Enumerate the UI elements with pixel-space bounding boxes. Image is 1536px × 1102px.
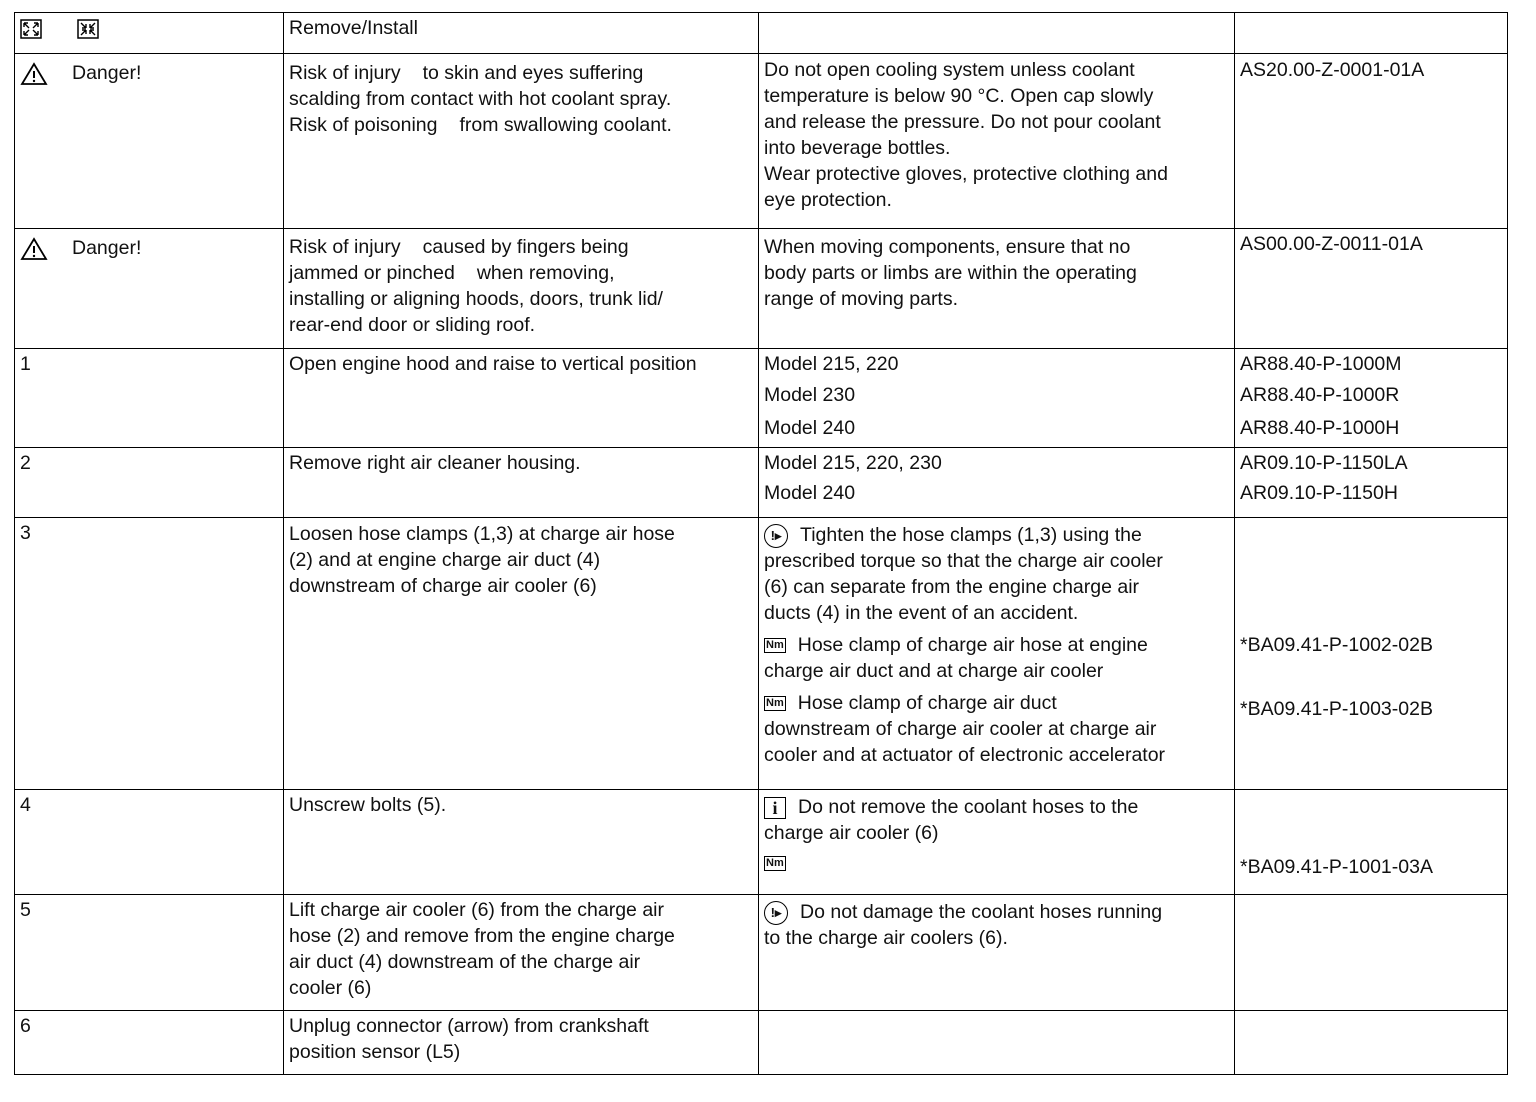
danger-desc-cell — [284, 229, 759, 349]
step-number: 1 — [15, 349, 284, 448]
step-desc-cell — [284, 1011, 759, 1075]
note-text: to the charge air coolers (6). — [764, 927, 1008, 949]
note-text: temperature is below 90 °C. Open cap slowly — [764, 85, 1154, 107]
danger-row-1 — [15, 54, 1508, 229]
note-text: prescribed torque so that the charge air cooler — [764, 550, 1163, 572]
header-title: Remove/Install — [284, 13, 759, 54]
document-reference[interactable]: AS00.00-Z-0011-01A — [1240, 233, 1423, 255]
document-reference[interactable]: AR09.10-P-1150H — [1240, 482, 1398, 504]
step-row-3 — [15, 518, 1508, 790]
danger-label-cell — [15, 229, 284, 349]
step-desc-cell — [284, 790, 759, 895]
step-number: 3 — [15, 518, 284, 790]
desc-text: cooler (6) — [289, 977, 372, 999]
desc-text: position sensor (L5) — [289, 1041, 461, 1063]
step-number: 6 — [15, 1011, 284, 1075]
danger-notes-cell — [759, 54, 1235, 229]
info-text: charge air cooler (6) — [764, 822, 939, 844]
desc-text: downstream of charge air cooler (6) — [289, 575, 597, 597]
torque-text: cooler and at actuator of electronic accelerator — [764, 744, 1166, 766]
danger-notes-cell — [759, 229, 1235, 349]
step-refs-cell — [1235, 518, 1508, 790]
document-reference[interactable]: AR88.40-P-1000M — [1240, 353, 1402, 375]
danger-row-2 — [15, 229, 1508, 349]
step-desc-cell — [284, 518, 759, 790]
step-notes-cell — [759, 790, 1235, 895]
step-row-1 — [15, 349, 1508, 448]
step-refs-cell — [1235, 349, 1508, 448]
torque-text: charge air duct and at charge air cooler — [764, 660, 1104, 682]
note-text: (6) can separate from the engine charge air — [764, 576, 1140, 598]
note-text: Do not damage the coolant hoses running — [800, 901, 1163, 923]
document-reference[interactable]: *BA09.41-P-1001-03A — [1240, 856, 1433, 878]
header-empty-ref — [1235, 13, 1508, 54]
note-text: body parts or limbs are within the operating — [764, 262, 1137, 284]
model-text: Model 240 — [764, 417, 856, 439]
step-row-2 — [15, 448, 1508, 518]
note-text: When moving components, ensure that no — [764, 236, 1131, 258]
desc-text: air duct (4) downstream of the charge air — [289, 951, 641, 973]
torque-text: Hose clamp of charge air duct — [797, 692, 1057, 714]
info-icon: i — [764, 797, 786, 819]
step-number: 5 — [15, 895, 284, 1011]
step-desc-cell — [284, 895, 759, 1011]
header-row — [15, 13, 1508, 54]
desc-text: jammed or pinched — [289, 262, 455, 284]
torque-icon: Nm — [766, 697, 784, 710]
step-row-4 — [15, 790, 1508, 895]
desc-text: scalding from contact with hot coolant spray. — [289, 88, 672, 110]
install-icon — [77, 19, 99, 39]
danger-label: Danger! — [72, 62, 142, 84]
torque-text: downstream of charge air cooler at charge air — [764, 718, 1157, 740]
desc-text: Lift charge air cooler (6) from the charge air — [289, 899, 664, 921]
model-text: Model 240 — [764, 482, 856, 504]
note-text: and release the pressure. Do not pour coolant — [764, 111, 1161, 133]
danger-ref-cell — [1235, 229, 1508, 349]
document-reference[interactable]: *BA09.41-P-1002-02B — [1240, 634, 1433, 656]
warning-triangle-icon — [20, 62, 48, 86]
danger-label-cell — [15, 54, 284, 229]
warning-triangle-icon — [20, 237, 48, 261]
header-empty-notes — [759, 13, 1235, 54]
step-notes-cell — [759, 895, 1235, 1011]
danger-desc-cell — [284, 54, 759, 229]
document-reference[interactable]: AR88.40-P-1000R — [1240, 384, 1400, 406]
danger-label: Danger! — [72, 237, 142, 259]
desc-text: Risk of injury — [289, 236, 401, 258]
desc-text: Unscrew bolts (5). — [289, 794, 447, 816]
desc-text: Open engine hood and raise to vertical position — [289, 353, 697, 375]
document-reference[interactable]: AR09.10-P-1150LA — [1240, 452, 1408, 474]
model-text: Model 215, 220, 230 — [764, 452, 942, 474]
model-text: Model 230 — [764, 384, 856, 406]
note-text: range of moving parts. — [764, 288, 959, 310]
note-icon: !▸ — [764, 524, 788, 548]
note-text: Tighten the hose clamps (1,3) using the — [800, 524, 1142, 546]
step-refs-cell — [1235, 448, 1508, 518]
document-reference[interactable]: AR88.40-P-1000H — [1240, 417, 1400, 439]
step-desc-cell — [284, 448, 759, 518]
desc-text: Loosen hose clamps (1,3) at charge air hose — [289, 523, 675, 545]
desc-text: installing or aligning hoods, doors, trunk lid/ — [289, 288, 663, 310]
info-text: Do not remove the coolant hoses to the — [798, 796, 1139, 818]
torque-text: Hose clamp of charge air hose at engine — [797, 634, 1148, 656]
step-refs-cell — [1235, 1011, 1508, 1075]
note-text: ducts (4) in the event of an accident. — [764, 602, 1079, 624]
step-notes-cell — [759, 1011, 1235, 1075]
desc-text: caused by fingers being — [422, 236, 629, 258]
torque-icon: Nm — [766, 857, 784, 870]
desc-text: hose (2) and remove from the engine charge — [289, 925, 675, 947]
desc-text: Unplug connector (arrow) from crankshaft — [289, 1015, 649, 1037]
note-text: eye protection. — [764, 189, 892, 211]
desc-text: Remove right air cleaner housing. — [289, 452, 581, 474]
model-text: Model 215, 220 — [764, 353, 899, 375]
desc-text: Risk of injury — [289, 62, 401, 84]
note-icon: !▸ — [764, 901, 788, 925]
header-icons-cell — [15, 13, 284, 54]
document-reference[interactable]: AS20.00-Z-0001-01A — [1240, 59, 1425, 81]
desc-text: to skin and eyes suffering — [422, 62, 644, 84]
desc-text: from swallowing coolant. — [459, 114, 672, 136]
desc-text: when removing, — [476, 262, 615, 284]
step-notes-cell — [759, 518, 1235, 790]
step-row-5 — [15, 895, 1508, 1011]
remove-icon — [20, 19, 42, 39]
step-models-cell — [759, 448, 1235, 518]
document-reference[interactable]: *BA09.41-P-1003-02B — [1240, 698, 1433, 720]
step-number: 2 — [15, 448, 284, 518]
note-text: into beverage bottles. — [764, 137, 951, 159]
procedure-table — [14, 12, 1508, 1075]
desc-text: rear-end door or sliding roof. — [289, 314, 536, 336]
step-refs-cell — [1235, 790, 1508, 895]
danger-ref-cell — [1235, 54, 1508, 229]
step-desc-cell — [284, 349, 759, 448]
step-refs-cell — [1235, 895, 1508, 1011]
torque-icon: Nm — [766, 639, 784, 652]
step-number: 4 — [15, 790, 284, 895]
step-models-cell — [759, 349, 1235, 448]
note-text: Wear protective gloves, protective clothing and — [764, 163, 1168, 185]
desc-text: Risk of poisoning — [289, 114, 438, 136]
desc-text: (2) and at engine charge air duct (4) — [289, 549, 601, 571]
step-row-6 — [15, 1011, 1508, 1075]
note-text: Do not open cooling system unless coolant — [764, 59, 1135, 81]
